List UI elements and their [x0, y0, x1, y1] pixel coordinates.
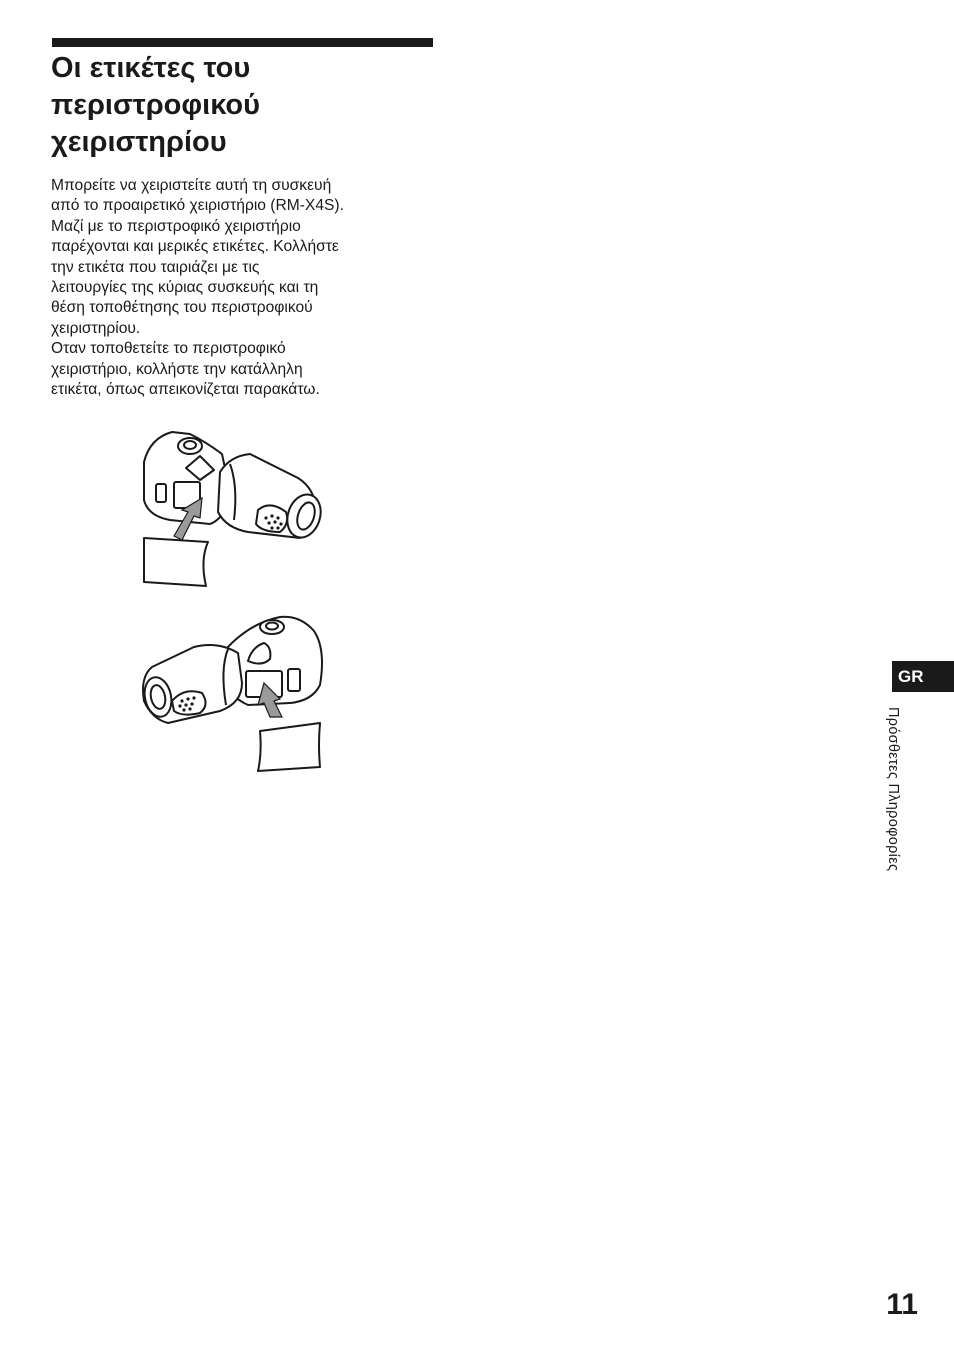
body-line: από το προαιρετικό χειριστήριο (RM-X4S). — [51, 197, 344, 215]
section-side-label: Πρόσθετες Πληροφορίες — [885, 707, 901, 872]
body-line: λειτουργίες της κύριας συσκευής και τη — [51, 279, 319, 297]
body-line: ετικέτα, όπως απεικονίζεται παρακάτω. — [51, 381, 320, 399]
heading-rule — [52, 38, 433, 47]
page-title — [51, 50, 441, 161]
language-tab: GR — [892, 661, 954, 692]
body-line: χειριστηρίου. — [51, 319, 141, 337]
page-number: 11 — [886, 1288, 918, 1321]
rotary-commander-illustration-1 — [130, 420, 330, 595]
body-line: την ετικέτα που ταιριάζει με τις — [51, 258, 260, 276]
body-line: χειριστήριο, κολλήστε την κατάλληλη — [51, 360, 303, 378]
rotary-commander-illustration-2 — [130, 605, 330, 780]
body-line: παρέχονται και μερικές ετικέτες. Κολλήστε — [51, 238, 339, 256]
body-paragraph — [51, 176, 441, 400]
body-line: Οταν τοποθετείτε το περιστροφικό — [51, 340, 286, 358]
body-line: Μαζί με το περιστροφικό χειριστήριο — [51, 217, 301, 235]
body-line: Μπορείτε να χειριστείτε αυτή τη συσκευή — [51, 177, 332, 194]
body-line: θέση τοποθέτησης του περιστροφικού — [51, 299, 313, 317]
title-line-1: Οι ετικέτες του — [51, 52, 251, 84]
title-line-3: χειριστηρίου — [51, 126, 227, 158]
title-line-2: περιστροφικού — [51, 89, 261, 121]
